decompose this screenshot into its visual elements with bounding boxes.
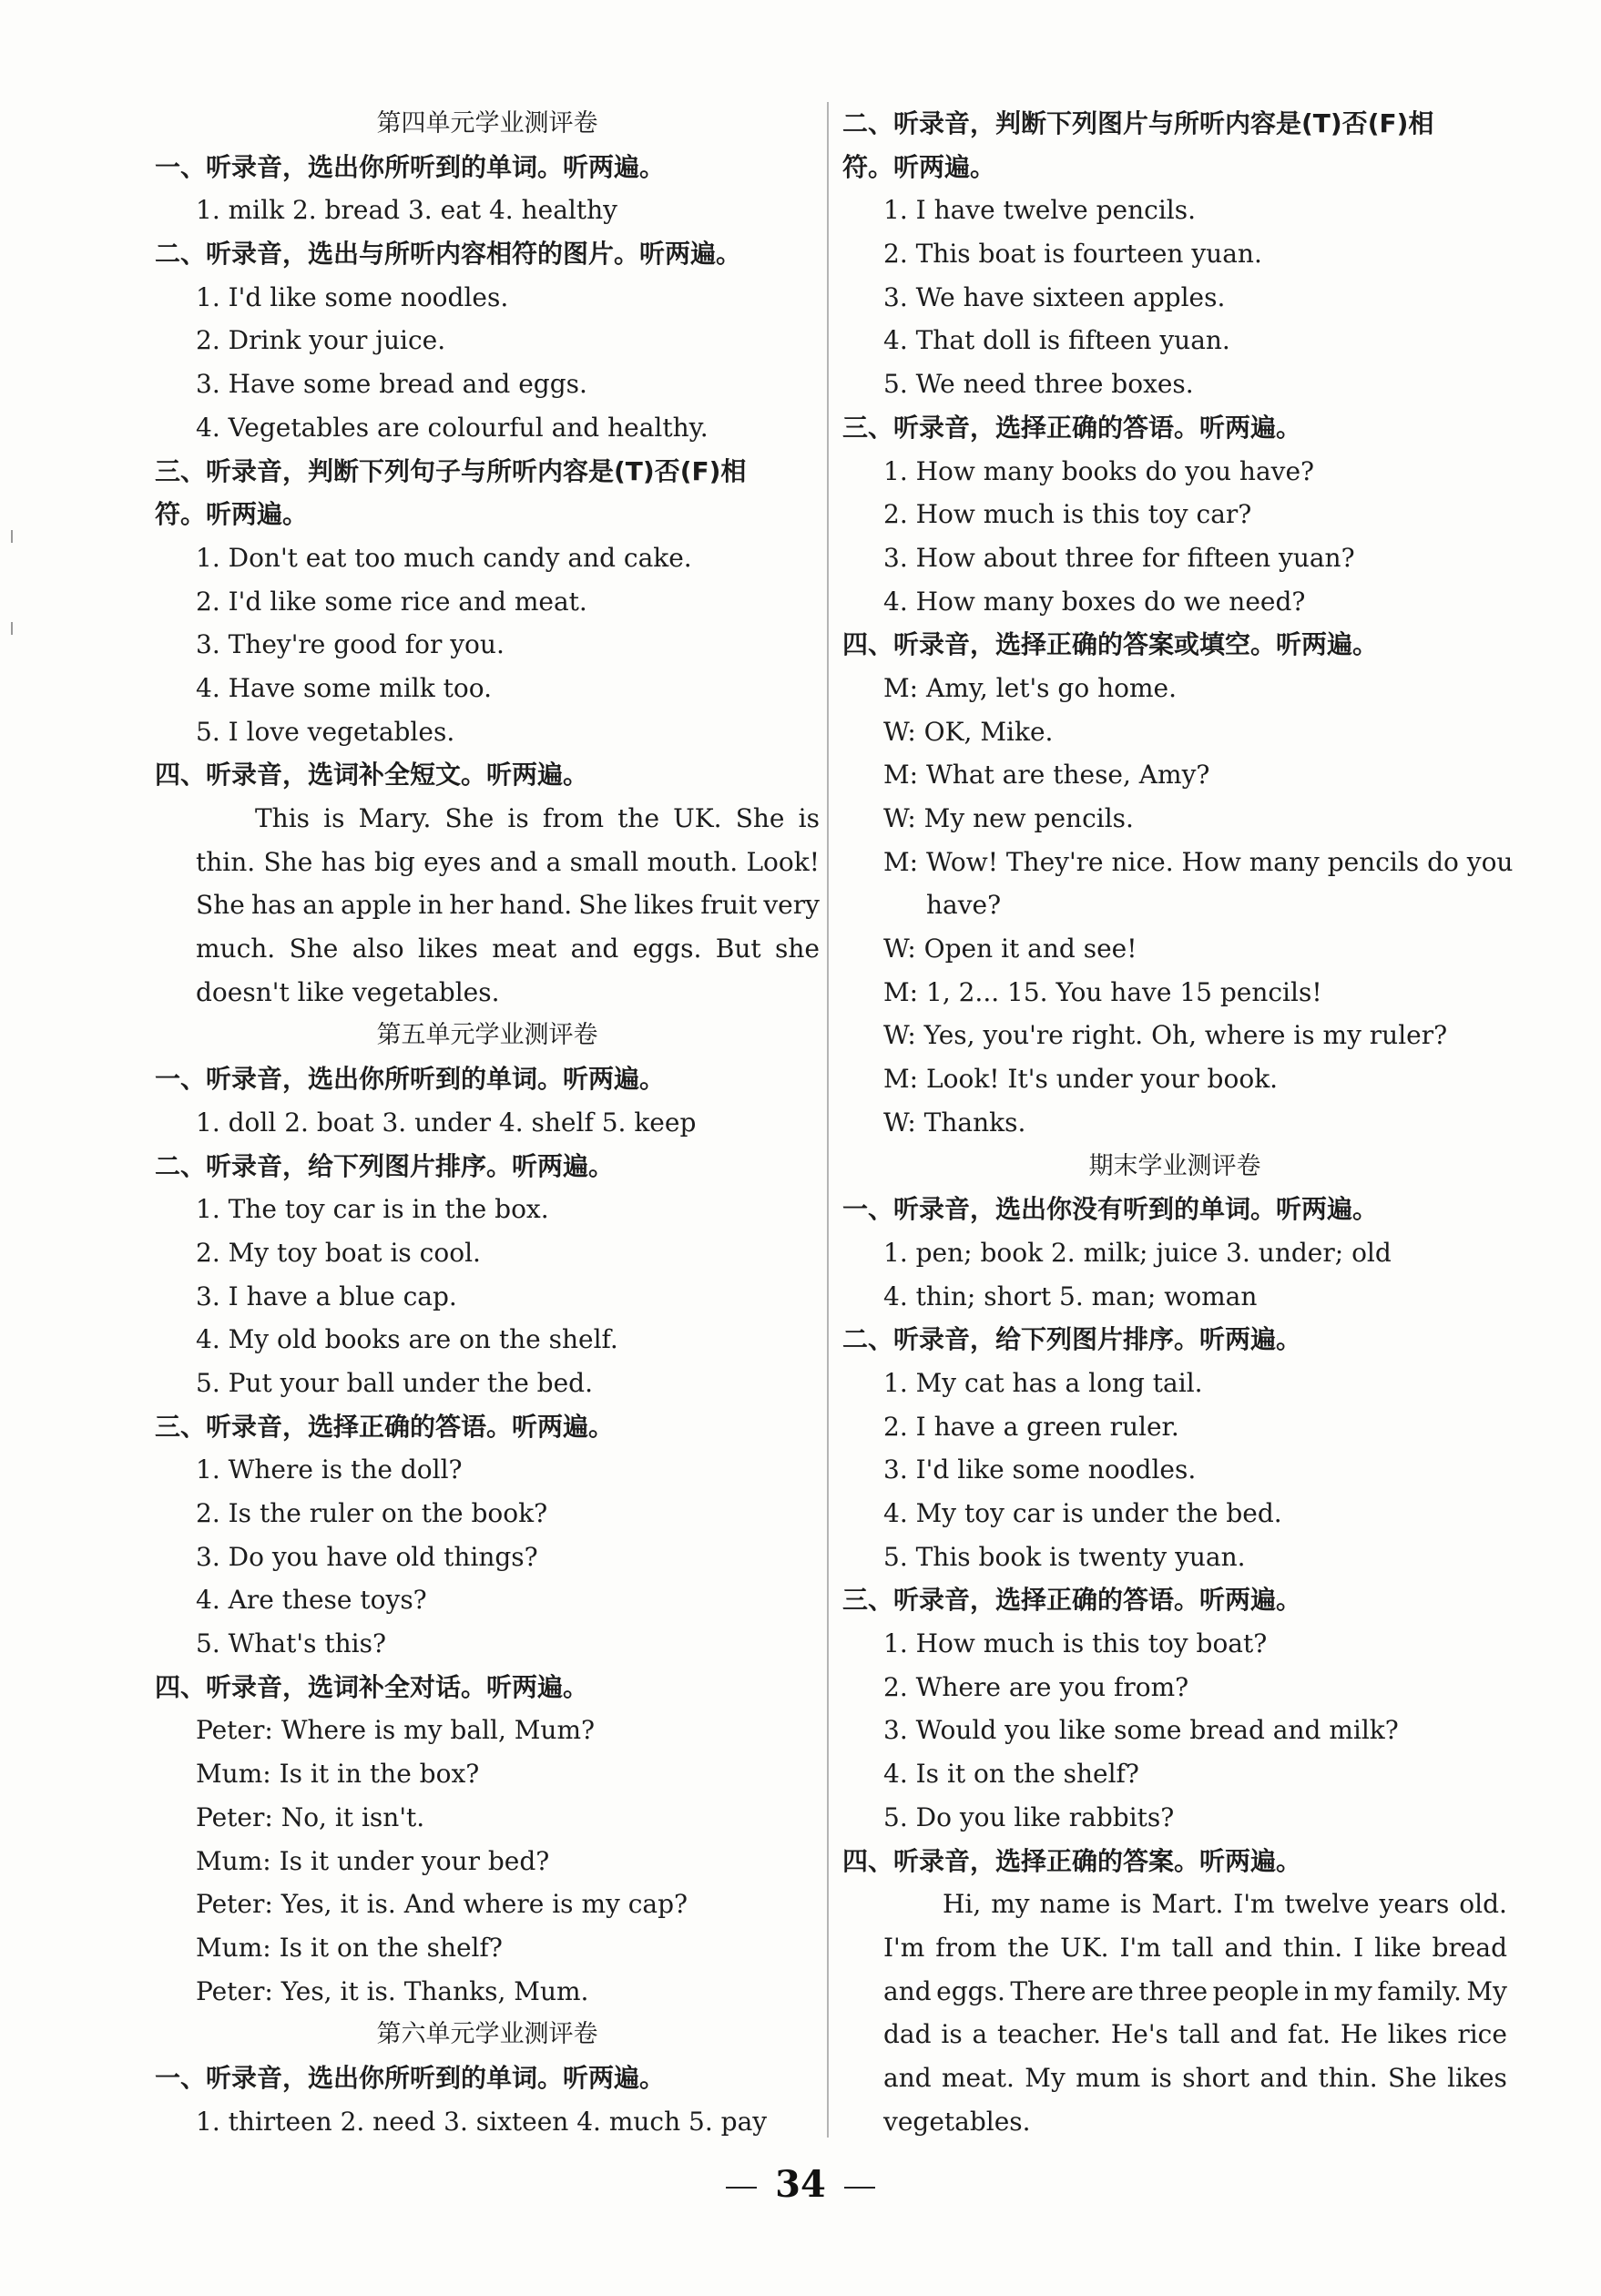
list-item: 4. Have some milk too.: [196, 672, 492, 703]
list-item: 3. Would you like some bread and milk?: [883, 1715, 1399, 1746]
list-item: W: My new pencils.: [883, 803, 1134, 833]
list-item: 5. What's this?: [196, 1628, 386, 1659]
list-item: 1. How much is this toy boat?: [883, 1628, 1268, 1659]
question-heading: 一、听录音，选出你所听到的单词。听两遍。: [155, 2062, 666, 2093]
paragraph-line: Hi, my name is Mart. I'm twelve years old.: [943, 1889, 1507, 1920]
list-item: have?: [926, 890, 1002, 921]
list-item: 1. Where is the doll?: [196, 1454, 463, 1485]
list-item: W: OK, Mike.: [883, 716, 1054, 747]
question-heading: 四、听录音，选择正确的答案。听两遍。: [842, 1845, 1302, 1876]
paragraph-line: vegetables.: [883, 2106, 1031, 2137]
paragraph-line: This is Mary. She is from the UK. She is: [255, 803, 820, 833]
question-heading: 四、听录音，选择正确的答案或填空。听两遍。: [842, 629, 1379, 660]
question-heading: 三、听录音，判断下列句子与所听内容是(T)否(F)相: [155, 455, 747, 486]
list-item: Peter: Yes, it is. And where is my cap?: [196, 1889, 688, 1920]
question-heading: 符。听两遍。: [842, 151, 996, 182]
question-heading: 一、听录音，选出你所听到的单词。听两遍。: [155, 1064, 666, 1095]
margin-mark: [11, 622, 13, 635]
list-item: 3. They're good for you.: [196, 629, 505, 660]
paragraph-line: and eggs. There are three people in my family. My: [883, 1975, 1507, 2006]
list-item: 5. Put your ball under the bed.: [196, 1367, 593, 1398]
list-item: 4. thin; short 5. man; woman: [883, 1281, 1258, 1311]
list-item: M: Wow! They're nice. How many pencils do you: [883, 846, 1514, 877]
question-heading: 二、听录音，选出与所听内容相符的图片。听两遍。: [155, 239, 742, 270]
list-item: 4. My old books are on the shelf.: [196, 1324, 618, 1355]
list-item: 1. I'd like some noodles.: [196, 281, 509, 312]
paragraph-line: doesn't like vegetables.: [196, 976, 500, 1007]
list-item: 2. Where are you from?: [883, 1671, 1189, 1702]
list-item: 2. Drink your juice.: [196, 325, 446, 356]
list-item: 1. My cat has a long tail.: [883, 1367, 1203, 1398]
section-title: 第四单元学业测评卷: [376, 109, 598, 138]
paragraph-line: I'm from the UK. I'm tall and thin. I like bread: [883, 1932, 1507, 1963]
list-item: 5. I love vegetables.: [196, 716, 455, 747]
paragraph-line: much. She also likes meat and eggs. But she: [196, 934, 820, 964]
question-heading: 三、听录音，选择正确的答语。听两遍。: [842, 412, 1302, 443]
list-item: 4. Vegetables are colourful and healthy.: [196, 412, 709, 443]
page-footer: [0, 2163, 1601, 2206]
list-item: Mum: Is it on the shelf?: [196, 1932, 503, 1963]
list-item: W: Yes, you're right. Oh, where is my ruler?: [883, 1020, 1448, 1051]
list-item: 3. Do you have old things?: [196, 1541, 538, 1572]
right-column: [842, 102, 1514, 2143]
section-title: 期末学业测评卷: [1088, 1151, 1261, 1180]
list-item: 2. My toy boat is cool.: [196, 1237, 481, 1268]
list-item: 2. I'd like some rice and meat.: [196, 586, 587, 617]
list-item: 3. How about three for fifteen yuan?: [883, 542, 1355, 573]
question-heading: 三、听录音，选择正确的答语。听两遍。: [155, 1411, 615, 1442]
section-title: 第五单元学业测评卷: [376, 1021, 598, 1050]
list-item: 1. thirteen 2. need 3. sixteen 4. much 5. pay: [196, 2106, 768, 2137]
list-item: 4. My toy car is under the bed.: [883, 1498, 1282, 1528]
list-item: Peter: Where is my ball, Mum?: [196, 1715, 596, 1746]
paragraph-line: and meat. My mum is short and thin. She likes: [883, 2062, 1507, 2093]
list-item: 4. Are these toys?: [196, 1585, 427, 1616]
list-item: 2. This boat is fourteen yuan.: [883, 239, 1262, 270]
question-heading: 符。听两遍。: [155, 499, 309, 530]
footer-dash-left: [726, 2187, 757, 2189]
list-item: 2. Is the ruler on the book?: [196, 1498, 548, 1528]
list-item: 1. doll 2. boat 3. under 4. shelf 5. keep: [196, 1107, 697, 1138]
list-item: 3. We have sixteen apples.: [883, 281, 1226, 312]
list-item: 3. Have some bread and eggs.: [196, 369, 587, 400]
question-heading: 二、听录音，给下列图片排序。听两遍。: [842, 1324, 1302, 1355]
section-title: 第六单元学业测评卷: [376, 2020, 598, 2049]
list-item: 5. This book is twenty yuan.: [883, 1541, 1246, 1572]
list-item: Peter: No, it isn't.: [196, 1801, 425, 1832]
list-item: 4. That doll is fifteen yuan.: [883, 325, 1230, 356]
paragraph-line: She has an apple in her hand. She likes fruit very: [196, 890, 820, 921]
footer-dash-right: [844, 2187, 875, 2189]
list-item: 1. milk 2. bread 3. eat 4. healthy: [196, 195, 617, 226]
page-number: 34: [775, 2163, 826, 2206]
list-item: 1. How many books do you have?: [883, 455, 1315, 486]
paragraph-line: dad is a teacher. He's tall and fat. He likes rice: [883, 2019, 1507, 2050]
list-item: 5. We need three boxes.: [883, 369, 1194, 400]
list-item: M: 1, 2... 15. You have 15 pencils!: [883, 976, 1322, 1007]
margin-mark: [11, 530, 13, 543]
left-column: [155, 102, 820, 2143]
paragraph-line: thin. She has big eyes and a small mouth. Look!: [196, 846, 820, 877]
list-item: 2. I have a green ruler.: [883, 1411, 1179, 1442]
question-heading: 二、听录音，给下列图片排序。听两遍。: [155, 1150, 615, 1181]
list-item: M: Look! It's under your book.: [883, 1064, 1279, 1095]
list-item: 1. The toy car is in the box.: [196, 1194, 549, 1225]
question-heading: 四、听录音，选词补全短文。听两遍。: [155, 760, 589, 791]
list-item: W: Thanks.: [883, 1107, 1026, 1138]
column-divider: [827, 102, 829, 2138]
list-item: Peter: Yes, it is. Thanks, Mum.: [196, 1975, 589, 2006]
list-item: 5. Do you like rabbits?: [883, 1801, 1175, 1832]
list-item: 4. Is it on the shelf?: [883, 1759, 1139, 1790]
question-heading: 三、听录音，选择正确的答语。听两遍。: [842, 1585, 1302, 1616]
list-item: M: Amy, let's go home.: [883, 672, 1178, 703]
list-item: W: Open it and see!: [883, 934, 1137, 964]
list-item: Mum: Is it in the box?: [196, 1759, 480, 1790]
list-item: 1. I have twelve pencils.: [883, 195, 1197, 226]
list-item: 3. I'd like some noodles.: [883, 1454, 1197, 1485]
question-heading: 一、听录音，选出你没有听到的单词。听两遍。: [842, 1194, 1379, 1225]
list-item: M: What are these, Amy?: [883, 760, 1210, 791]
question-heading: 一、听录音，选出你所听到的单词。听两遍。: [155, 151, 666, 182]
list-item: 1. pen; book 2. milk; juice 3. under; old: [883, 1237, 1392, 1268]
list-item: 3. I have a blue cap.: [196, 1281, 457, 1311]
list-item: 2. How much is this toy car?: [883, 499, 1252, 530]
question-heading: 四、听录音，选词补全对话。听两遍。: [155, 1671, 589, 1702]
question-heading: 二、听录音，判断下列图片与所听内容是(T)否(F)相: [842, 108, 1434, 138]
list-item: Mum: Is it under your bed?: [196, 1845, 550, 1876]
list-item: 1. Don't eat too much candy and cake.: [196, 542, 692, 573]
list-item: 4. How many boxes do we need?: [883, 586, 1306, 617]
